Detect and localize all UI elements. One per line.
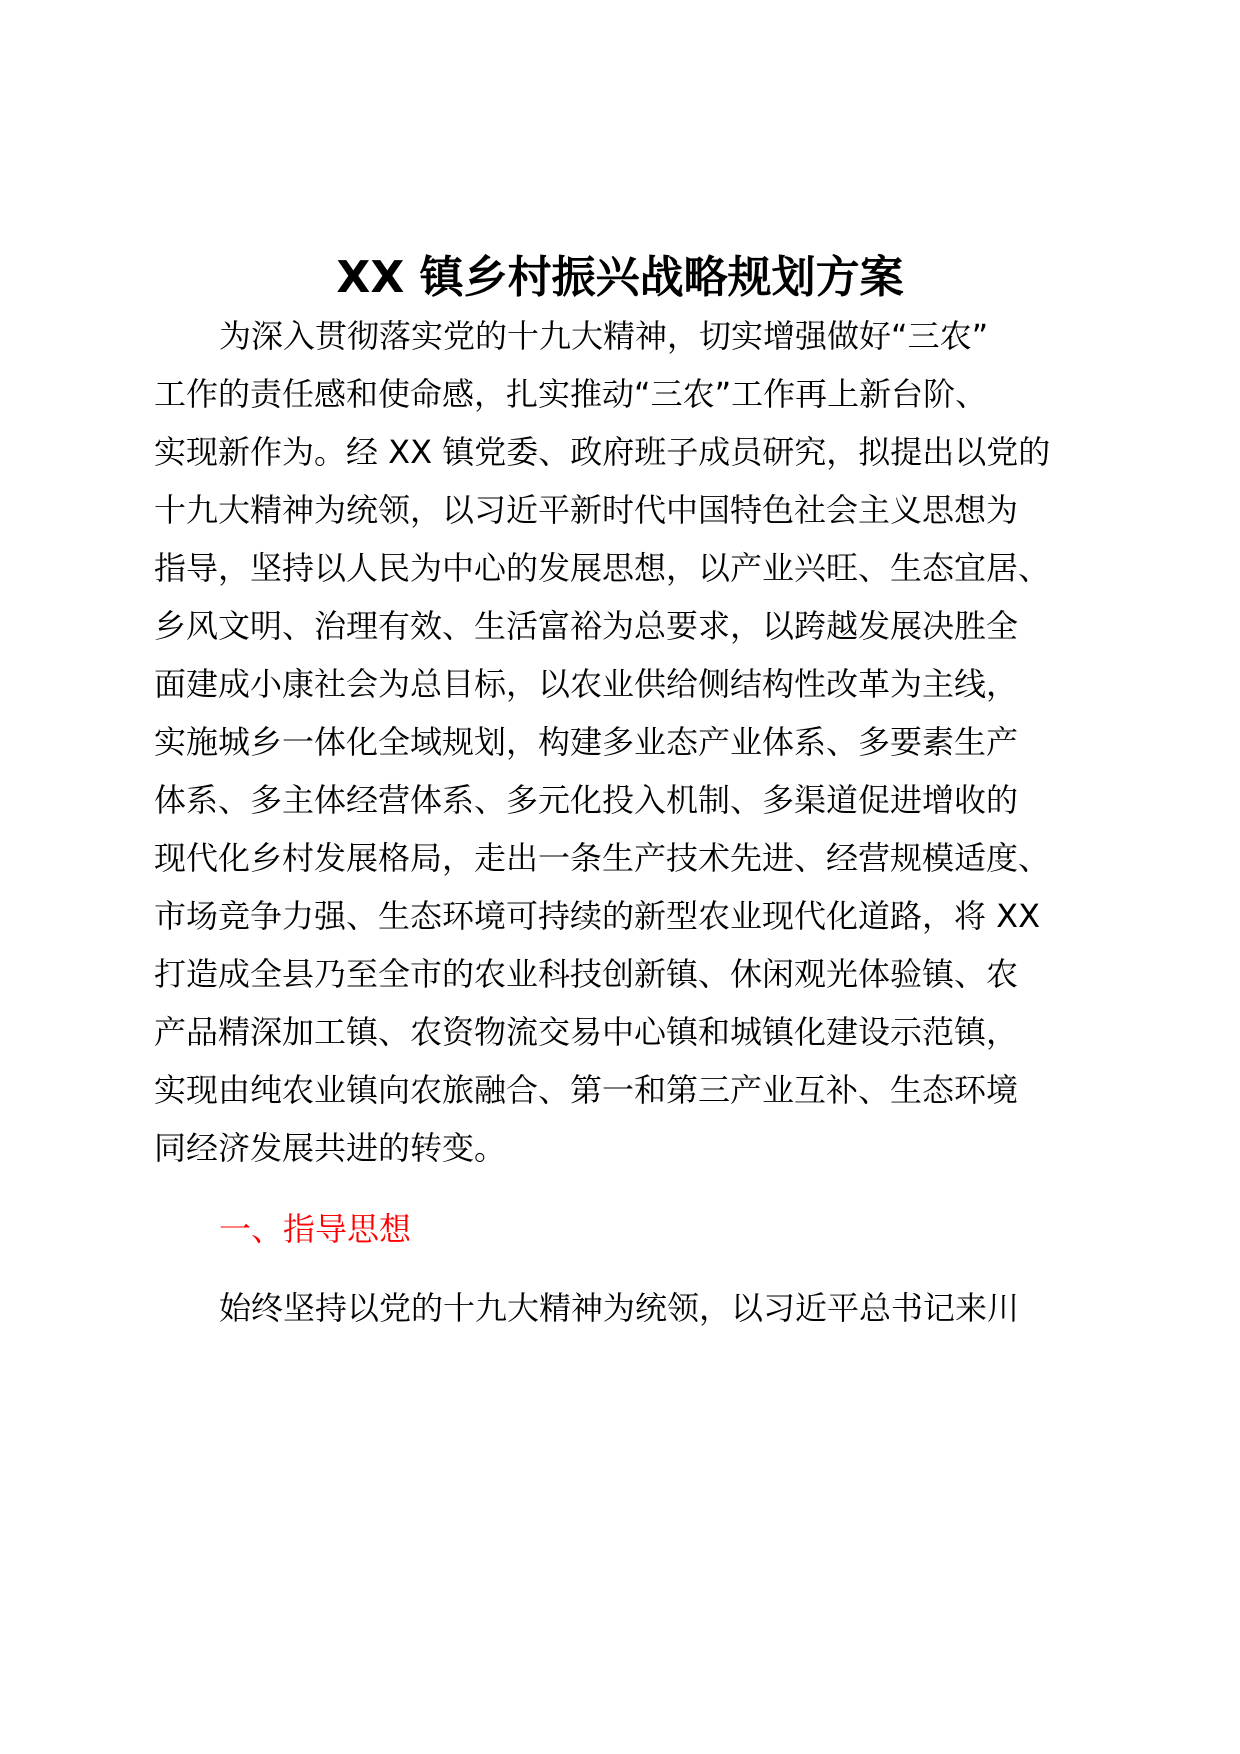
intro-line-2: 工作的责任感和使命感，扎实推动“三农”工作再上新台阶、 bbox=[154, 375, 988, 413]
document-title: XX 镇乡村振兴战略规划方案 bbox=[336, 252, 904, 303]
intro-line-12: 打造成全县乃至全市的农业科技创新镇、休闲观光体验镇、农 bbox=[154, 955, 1019, 993]
intro-line-1: 为深入贯彻落实党的十九大精神，切实增强做好“三农” bbox=[219, 317, 989, 355]
intro-line-13: 产品精深加工镇、农资物流交易中心镇和城镇化建设示范镇， bbox=[154, 1013, 1019, 1051]
intro-line-11: 市场竞争力强、生态环境可持续的新型农业现代化道路，将 XX bbox=[154, 897, 1041, 935]
intro-line-3: 实现新作为。经 XX 镇党委、政府班子成员研究，拟提出以党的 bbox=[154, 433, 1051, 471]
intro-line-5: 指导，坚持以人民为中心的发展思想，以产业兴旺、生态宜居、 bbox=[154, 549, 1051, 587]
intro-line-6: 乡风文明、治理有效、生活富裕为总要求，以跨越发展决胜全 bbox=[154, 607, 1019, 645]
intro-line-9: 体系、多主体经营体系、多元化投入机制、多渠道促进增收的 bbox=[154, 781, 1019, 819]
section1-paragraph-line-1: 始终坚持以党的十九大精神为统领，以习近平总书记来川 bbox=[219, 1289, 1020, 1327]
intro-line-4: 十九大精神为统领，以习近平新时代中国特色社会主义思想为 bbox=[154, 491, 1019, 529]
intro-line-7: 面建成小康社会为总目标，以农业供给侧结构性改革为主线， bbox=[154, 665, 1019, 703]
intro-line-15: 同经济发展共进的转变。 bbox=[154, 1129, 507, 1167]
intro-line-8: 实施城乡一体化全域规划，构建多业态产业体系、多要素生产 bbox=[154, 723, 1019, 761]
intro-line-14: 实现由纯农业镇向农旅融合、第一和第三产业互补、生态环境 bbox=[154, 1071, 1019, 1109]
intro-line-10: 现代化乡村发展格局，走出一条生产技术先进、经营规模适度、 bbox=[154, 839, 1051, 877]
section-heading-guiding-thought: 一、指导思想 bbox=[219, 1210, 412, 1248]
